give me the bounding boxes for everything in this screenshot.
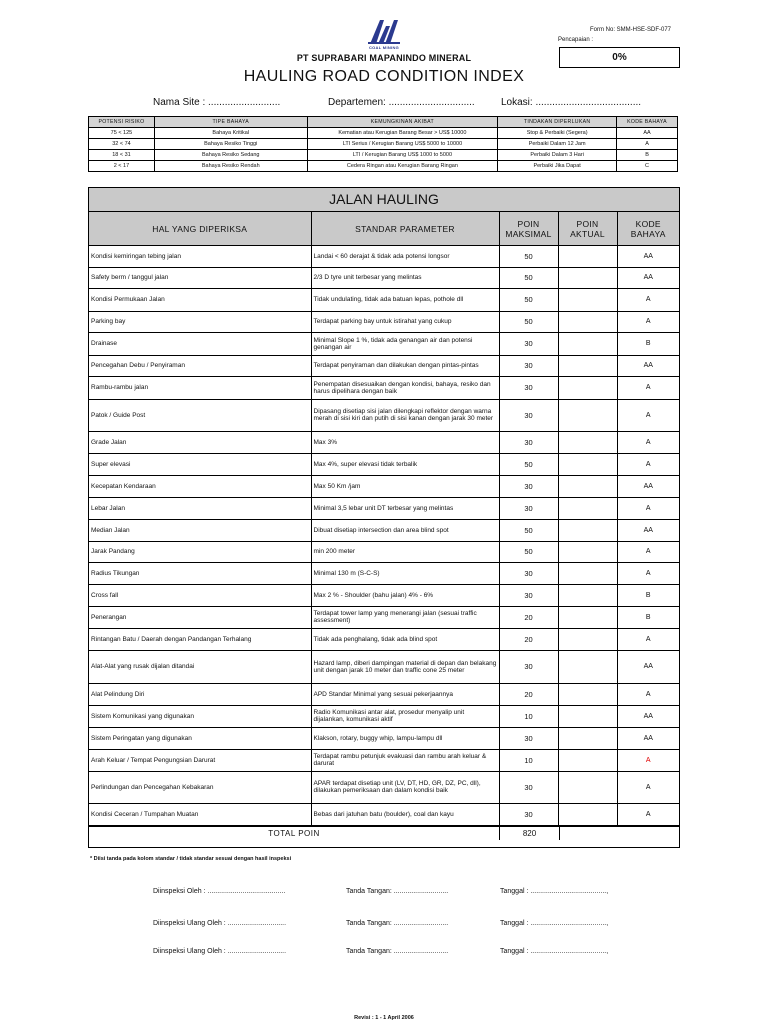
- risk-cell: A: [617, 139, 678, 150]
- risk-header-cell: KODE BAHAYA: [617, 117, 678, 128]
- row-standard-cell: Penempatan disesuaikan dengan kondisi, bahaya, resiko dan harus dipelihara dengan baik: [311, 376, 499, 399]
- company-name: PT SUPRABARI MAPANINDO MINERAL: [296, 53, 472, 63]
- row-item-cell: Lebar Jalan: [89, 497, 311, 519]
- row-kode-cell: A: [617, 771, 679, 803]
- risk-cell: AA: [617, 128, 678, 139]
- risk-row: [89, 161, 678, 172]
- row-kode-cell: A: [617, 431, 679, 453]
- table-row: [89, 246, 679, 267]
- table-row: [89, 453, 679, 475]
- row-standard-cell: Terdapat penyiraman dan dilakukan dengan pintas-pintas: [311, 355, 499, 376]
- row-item-cell: Cross fall: [89, 584, 311, 606]
- table-row: [89, 606, 679, 628]
- pencapaian-value: 0%: [559, 47, 680, 68]
- row-standard-cell: min 200 meter: [311, 541, 499, 562]
- row-poin-max-cell: 30: [499, 376, 558, 399]
- row-standard-cell: Dibuat disetiap intersection dan area blind spot: [311, 519, 499, 541]
- inspection-table: [89, 246, 679, 826]
- main-table-header: [89, 212, 679, 246]
- risk-cell: Perbaiki Dalam 12 Jam: [498, 139, 617, 150]
- col-standar-header: STANDAR PARAMETER: [311, 212, 499, 246]
- row-standard-cell: Radio Komunikasi antar alat, prosedur menyalip unit dijalankan, komunikasi aktif: [311, 705, 499, 727]
- row-poin-aktual-cell[interactable]: [558, 355, 617, 376]
- risk-cell: Bahaya Resiko Sedang: [154, 150, 307, 161]
- row-item-cell: Alat-Alat yang rusak dijalan ditandai: [89, 650, 311, 683]
- table-row: [89, 727, 679, 749]
- row-kode-cell: AA: [617, 355, 679, 376]
- table-row: [89, 749, 679, 771]
- row-standard-cell: Terdapat rambu petunjuk evakuasi dan rambu arah keluar & darurat: [311, 749, 499, 771]
- col-poin-max-header: POIN MAKSIMAL: [499, 212, 558, 246]
- total-label: TOTAL POIN: [89, 827, 500, 840]
- risk-cell: B: [617, 150, 678, 161]
- row-poin-aktual-cell[interactable]: [558, 497, 617, 519]
- row-kode-cell: A: [617, 453, 679, 475]
- row-poin-aktual-cell[interactable]: [558, 705, 617, 727]
- table-row: [89, 332, 679, 355]
- row-poin-aktual-cell[interactable]: [558, 562, 617, 584]
- date-field[interactable]: Tanggal : .......................................,: [500, 948, 609, 955]
- row-kode-cell: AA: [617, 475, 679, 497]
- row-poin-aktual-cell[interactable]: [558, 771, 617, 803]
- row-poin-aktual-cell[interactable]: [558, 650, 617, 683]
- row-poin-max-cell: 50: [499, 246, 558, 267]
- row-kode-cell: A: [617, 399, 679, 431]
- table-row: [89, 683, 679, 705]
- inspected-by-field[interactable]: Diinspeksi Ulang Oleh : ..............................: [153, 948, 287, 955]
- row-item-cell: Drainase: [89, 332, 311, 355]
- risk-header-cell: KEMUNGKINAN AKIBAT: [307, 117, 498, 128]
- row-item-cell: Arah Keluar / Tempat Pengungsian Darurat: [89, 749, 311, 771]
- table-row: [89, 311, 679, 332]
- row-poin-aktual-cell[interactable]: [558, 288, 617, 311]
- row-poin-max-cell: 30: [499, 803, 558, 825]
- date-field[interactable]: Tanggal : .......................................,: [500, 920, 609, 927]
- table-row: [89, 584, 679, 606]
- row-poin-max-cell: 10: [499, 749, 558, 771]
- row-standard-cell: Minimal Slope 1 %, tidak ada genangan air dan potensi genangan air: [311, 332, 499, 355]
- row-poin-aktual-cell[interactable]: [558, 628, 617, 650]
- row-item-cell: Grade Jalan: [89, 431, 311, 453]
- pencapaian-label: Pencapaian :: [558, 37, 594, 43]
- row-standard-cell: Tidak ada penghalang, tidak ada blind spot: [311, 628, 499, 650]
- col-poin-aktual-header: POIN AKTUAL: [558, 212, 617, 246]
- row-item-cell: Super elevasi: [89, 453, 311, 475]
- row-poin-max-cell: 20: [499, 606, 558, 628]
- row-item-cell: Rintangan Batu / Daerah dengan Pandangan Terhalang: [89, 628, 311, 650]
- row-poin-max-cell: 50: [499, 453, 558, 475]
- row-poin-aktual-cell[interactable]: [558, 584, 617, 606]
- row-item-cell: Alat Pelindung Diri: [89, 683, 311, 705]
- row-kode-cell: A: [617, 628, 679, 650]
- risk-cell: Kematian atau Kerugian Barang Besar > US$ 10000: [307, 128, 498, 139]
- table-row: [89, 803, 679, 825]
- revision-note: Revisi : 1 - 1 April 2006: [354, 1015, 414, 1021]
- date-field[interactable]: Tanggal : .......................................,: [500, 888, 609, 895]
- row-item-cell: Patok / Guide Post: [89, 399, 311, 431]
- row-standard-cell: APAR terdapat disetiap unit (LV, DT, HD, GR, DZ, PC, dll), dilakukan pemeriksaan dan dalam kondisi baik: [311, 771, 499, 803]
- row-poin-max-cell: 30: [499, 355, 558, 376]
- col-kode-header: KODE BAHAYA: [617, 212, 679, 246]
- row-item-cell: Safety berm / tanggul jalan: [89, 267, 311, 288]
- row-standard-cell: Max 3%: [311, 431, 499, 453]
- table-row: [89, 355, 679, 376]
- row-standard-cell: Max 50 Km /jam: [311, 475, 499, 497]
- row-poin-aktual-cell[interactable]: [558, 267, 617, 288]
- row-poin-aktual-cell[interactable]: [558, 431, 617, 453]
- row-item-cell: Parking bay: [89, 311, 311, 332]
- inspected-by-field[interactable]: Diinspeksi Ulang Oleh : ..............................: [153, 920, 287, 927]
- row-kode-cell: AA: [617, 705, 679, 727]
- col-hal-header: HAL YANG DIPERIKSA: [89, 212, 311, 246]
- row-poin-max-cell: 30: [499, 475, 558, 497]
- row-poin-aktual-cell[interactable]: [558, 246, 617, 267]
- inspected-by-field[interactable]: Diinspeksi Oleh : ........................................: [153, 888, 286, 895]
- row-standard-cell: Minimal 3,5 lebar unit DT terbesar yang melintas: [311, 497, 499, 519]
- total-value: 820: [500, 827, 560, 840]
- row-standard-cell: Max 4%, super elevasi tidak terbalik: [311, 453, 499, 475]
- row-poin-max-cell: 50: [499, 519, 558, 541]
- risk-cell: LTI Serius / Kerugian Barang US$ 5000 to 10000: [307, 139, 498, 150]
- row-poin-aktual-cell[interactable]: [558, 376, 617, 399]
- row-poin-aktual-cell[interactable]: [558, 606, 617, 628]
- table-row: [89, 475, 679, 497]
- row-item-cell: Perlindungan dan Pencegahan Kebakaran: [89, 771, 311, 803]
- row-kode-cell: AA: [617, 650, 679, 683]
- risk-row: [89, 150, 678, 161]
- row-item-cell: Kondisi kemiringan tebing jalan: [89, 246, 311, 267]
- table-row: [89, 541, 679, 562]
- table-row: [89, 267, 679, 288]
- row-poin-aktual-cell[interactable]: [558, 332, 617, 355]
- table-row: [89, 650, 679, 683]
- row-standard-cell: Terdapat tower lamp yang menerangi jalan (sesuai traffic assessment): [311, 606, 499, 628]
- row-item-cell: Median Jalan: [89, 519, 311, 541]
- risk-cell: 75 < 125: [89, 128, 155, 139]
- row-standard-cell: Max 2 % - Shoulder (bahu jalan) 4% - 6%: [311, 584, 499, 606]
- row-standard-cell: 2/3 D tyre unit terbesar yang melintas: [311, 267, 499, 288]
- risk-cell: Bahaya Kritikal: [154, 128, 307, 139]
- risk-cell: LTI / Kerugian Barang US$ 1000 to 5000: [307, 150, 498, 161]
- row-item-cell: Sistem Peringatan yang digunakan: [89, 727, 311, 749]
- row-poin-max-cell: 20: [499, 683, 558, 705]
- row-kode-cell: AA: [617, 267, 679, 288]
- row-standard-cell: Hazard lamp, diberi dampingan material di depan dan belakang unit dengan jarak 10 meter dan traffic cone 25 meter: [311, 650, 499, 683]
- risk-cell: Perbaiki Jika Dapat: [498, 161, 617, 172]
- risk-cell: Perbaiki Dalam 3 Hari: [498, 150, 617, 161]
- row-item-cell: Pencegahan Debu / Penyiraman: [89, 355, 311, 376]
- table-row: [89, 562, 679, 584]
- row-poin-max-cell: 50: [499, 267, 558, 288]
- table-row: [89, 705, 679, 727]
- row-poin-aktual-cell[interactable]: [558, 475, 617, 497]
- page-title: HAULING ROAD CONDITION INDEX: [243, 68, 525, 85]
- total-row: [89, 826, 679, 840]
- row-poin-aktual-cell[interactable]: [558, 683, 617, 705]
- row-item-cell: Kondisi Ceceran / Tumpahan Muatan: [89, 803, 311, 825]
- risk-table: [88, 116, 678, 172]
- row-poin-max-cell: 50: [499, 311, 558, 332]
- row-kode-cell: A: [617, 541, 679, 562]
- row-kode-cell: B: [617, 606, 679, 628]
- table-row: [89, 431, 679, 453]
- risk-cell: Cedera Ringan atau Kerugian Barang Ringan: [307, 161, 498, 172]
- row-poin-aktual-cell[interactable]: [558, 399, 617, 431]
- jalan-hauling-section: [88, 187, 680, 848]
- row-poin-aktual-cell[interactable]: [558, 311, 617, 332]
- table-row: [89, 771, 679, 803]
- row-kode-cell: A: [617, 497, 679, 519]
- table-row: [89, 399, 679, 431]
- form-number: Form No: SMM-HSE-SDF-077: [590, 27, 672, 33]
- row-standard-cell: Dipasang disetiap sisi jalan dilengkapi reflektor dengan warna merah di sisi kiri dan putih di sisi kanan dengan jarak 30 meter: [311, 399, 499, 431]
- row-kode-cell: A: [617, 749, 679, 771]
- table-row: [89, 376, 679, 399]
- risk-cell: 32 < 74: [89, 139, 155, 150]
- row-poin-aktual-cell[interactable]: [558, 803, 617, 825]
- row-poin-max-cell: 30: [499, 332, 558, 355]
- row-poin-aktual-cell[interactable]: [558, 453, 617, 475]
- company-logo: [368, 16, 400, 46]
- signature-field[interactable]: Tanda Tangan: ............................: [346, 948, 449, 955]
- lokasi-field[interactable]: Lokasi: ......................................: [501, 97, 642, 108]
- row-poin-max-cell: 50: [499, 541, 558, 562]
- risk-header-cell: TINDAKAN DIPERLUKAN: [498, 117, 617, 128]
- row-item-cell: Penerangan: [89, 606, 311, 628]
- row-kode-cell: B: [617, 332, 679, 355]
- row-poin-aktual-cell[interactable]: [558, 541, 617, 562]
- row-kode-cell: AA: [617, 246, 679, 267]
- row-poin-aktual-cell[interactable]: [558, 749, 617, 771]
- row-kode-cell: A: [617, 288, 679, 311]
- row-kode-cell: A: [617, 562, 679, 584]
- row-item-cell: Jarak Pandang: [89, 541, 311, 562]
- risk-cell: Stop & Perbaiki (Segera): [498, 128, 617, 139]
- row-poin-max-cell: 30: [499, 399, 558, 431]
- row-standard-cell: Tidak undulating, tidak ada batuan lepas, pothole dll: [311, 288, 499, 311]
- row-kode-cell: A: [617, 803, 679, 825]
- risk-cell: C: [617, 161, 678, 172]
- row-standard-cell: Minimal 130 m (S-C-S): [311, 562, 499, 584]
- signature-field[interactable]: Tanda Tangan: ............................: [346, 920, 449, 927]
- footnote: * Diisi tanda pada kolom standar / tidak standar sesuai dengan hasil inspeksi: [90, 856, 292, 862]
- row-kode-cell: A: [617, 376, 679, 399]
- table-row: [89, 288, 679, 311]
- row-item-cell: Sistem Komunikasi yang digunakan: [89, 705, 311, 727]
- risk-row: [89, 139, 678, 150]
- row-kode-cell: B: [617, 584, 679, 606]
- section-title: JALAN HAULING: [89, 188, 679, 212]
- risk-header-cell: TIPE BAHAYA: [154, 117, 307, 128]
- row-standard-cell: Bebas dari jatuhan batu (boulder), coal dan kayu: [311, 803, 499, 825]
- row-kode-cell: AA: [617, 727, 679, 749]
- row-kode-cell: AA: [617, 519, 679, 541]
- row-poin-aktual-cell[interactable]: [558, 519, 617, 541]
- row-kode-cell: A: [617, 311, 679, 332]
- row-poin-max-cell: 30: [499, 771, 558, 803]
- row-poin-max-cell: 30: [499, 497, 558, 519]
- risk-cell: 18 < 31: [89, 150, 155, 161]
- row-item-cell: Radius Tikungan: [89, 562, 311, 584]
- logo-text: COAL MINING: [368, 45, 400, 50]
- row-poin-max-cell: 30: [499, 650, 558, 683]
- signature-field[interactable]: Tanda Tangan: ............................: [346, 888, 449, 895]
- departemen-field[interactable]: Departemen: ...............................: [328, 97, 475, 108]
- row-item-cell: Rambu-rambu jalan: [89, 376, 311, 399]
- row-item-cell: Kecepatan Kendaraan: [89, 475, 311, 497]
- row-poin-max-cell: 30: [499, 584, 558, 606]
- risk-cell: 2 < 17: [89, 161, 155, 172]
- row-poin-max-cell: 30: [499, 431, 558, 453]
- row-poin-aktual-cell[interactable]: [558, 727, 617, 749]
- nama-site-field[interactable]: Nama Site : ..........................: [153, 97, 281, 108]
- risk-cell: Bahaya Resiko Tinggi: [154, 139, 307, 150]
- row-poin-max-cell: 50: [499, 288, 558, 311]
- table-row: [89, 497, 679, 519]
- row-kode-cell: A: [617, 683, 679, 705]
- table-row: [89, 519, 679, 541]
- row-standard-cell: Terdapat parking bay untuk istirahat yang cukup: [311, 311, 499, 332]
- row-item-cell: Kondisi Permukaan Jalan: [89, 288, 311, 311]
- row-poin-max-cell: 30: [499, 562, 558, 584]
- risk-row: [89, 128, 678, 139]
- row-poin-max-cell: 20: [499, 628, 558, 650]
- row-standard-cell: Landai < 60 derajat & tidak ada potensi longsor: [311, 246, 499, 267]
- row-standard-cell: APD Standar Minimal yang sesuai pekerjaannya: [311, 683, 499, 705]
- row-standard-cell: Klakson, rotary, buggy whip, lampu-lampu dll: [311, 727, 499, 749]
- row-poin-max-cell: 30: [499, 727, 558, 749]
- risk-header-cell: POTENSI RISIKO: [89, 117, 155, 128]
- risk-cell: Bahaya Resiko Rendah: [154, 161, 307, 172]
- row-poin-max-cell: 10: [499, 705, 558, 727]
- table-row: [89, 628, 679, 650]
